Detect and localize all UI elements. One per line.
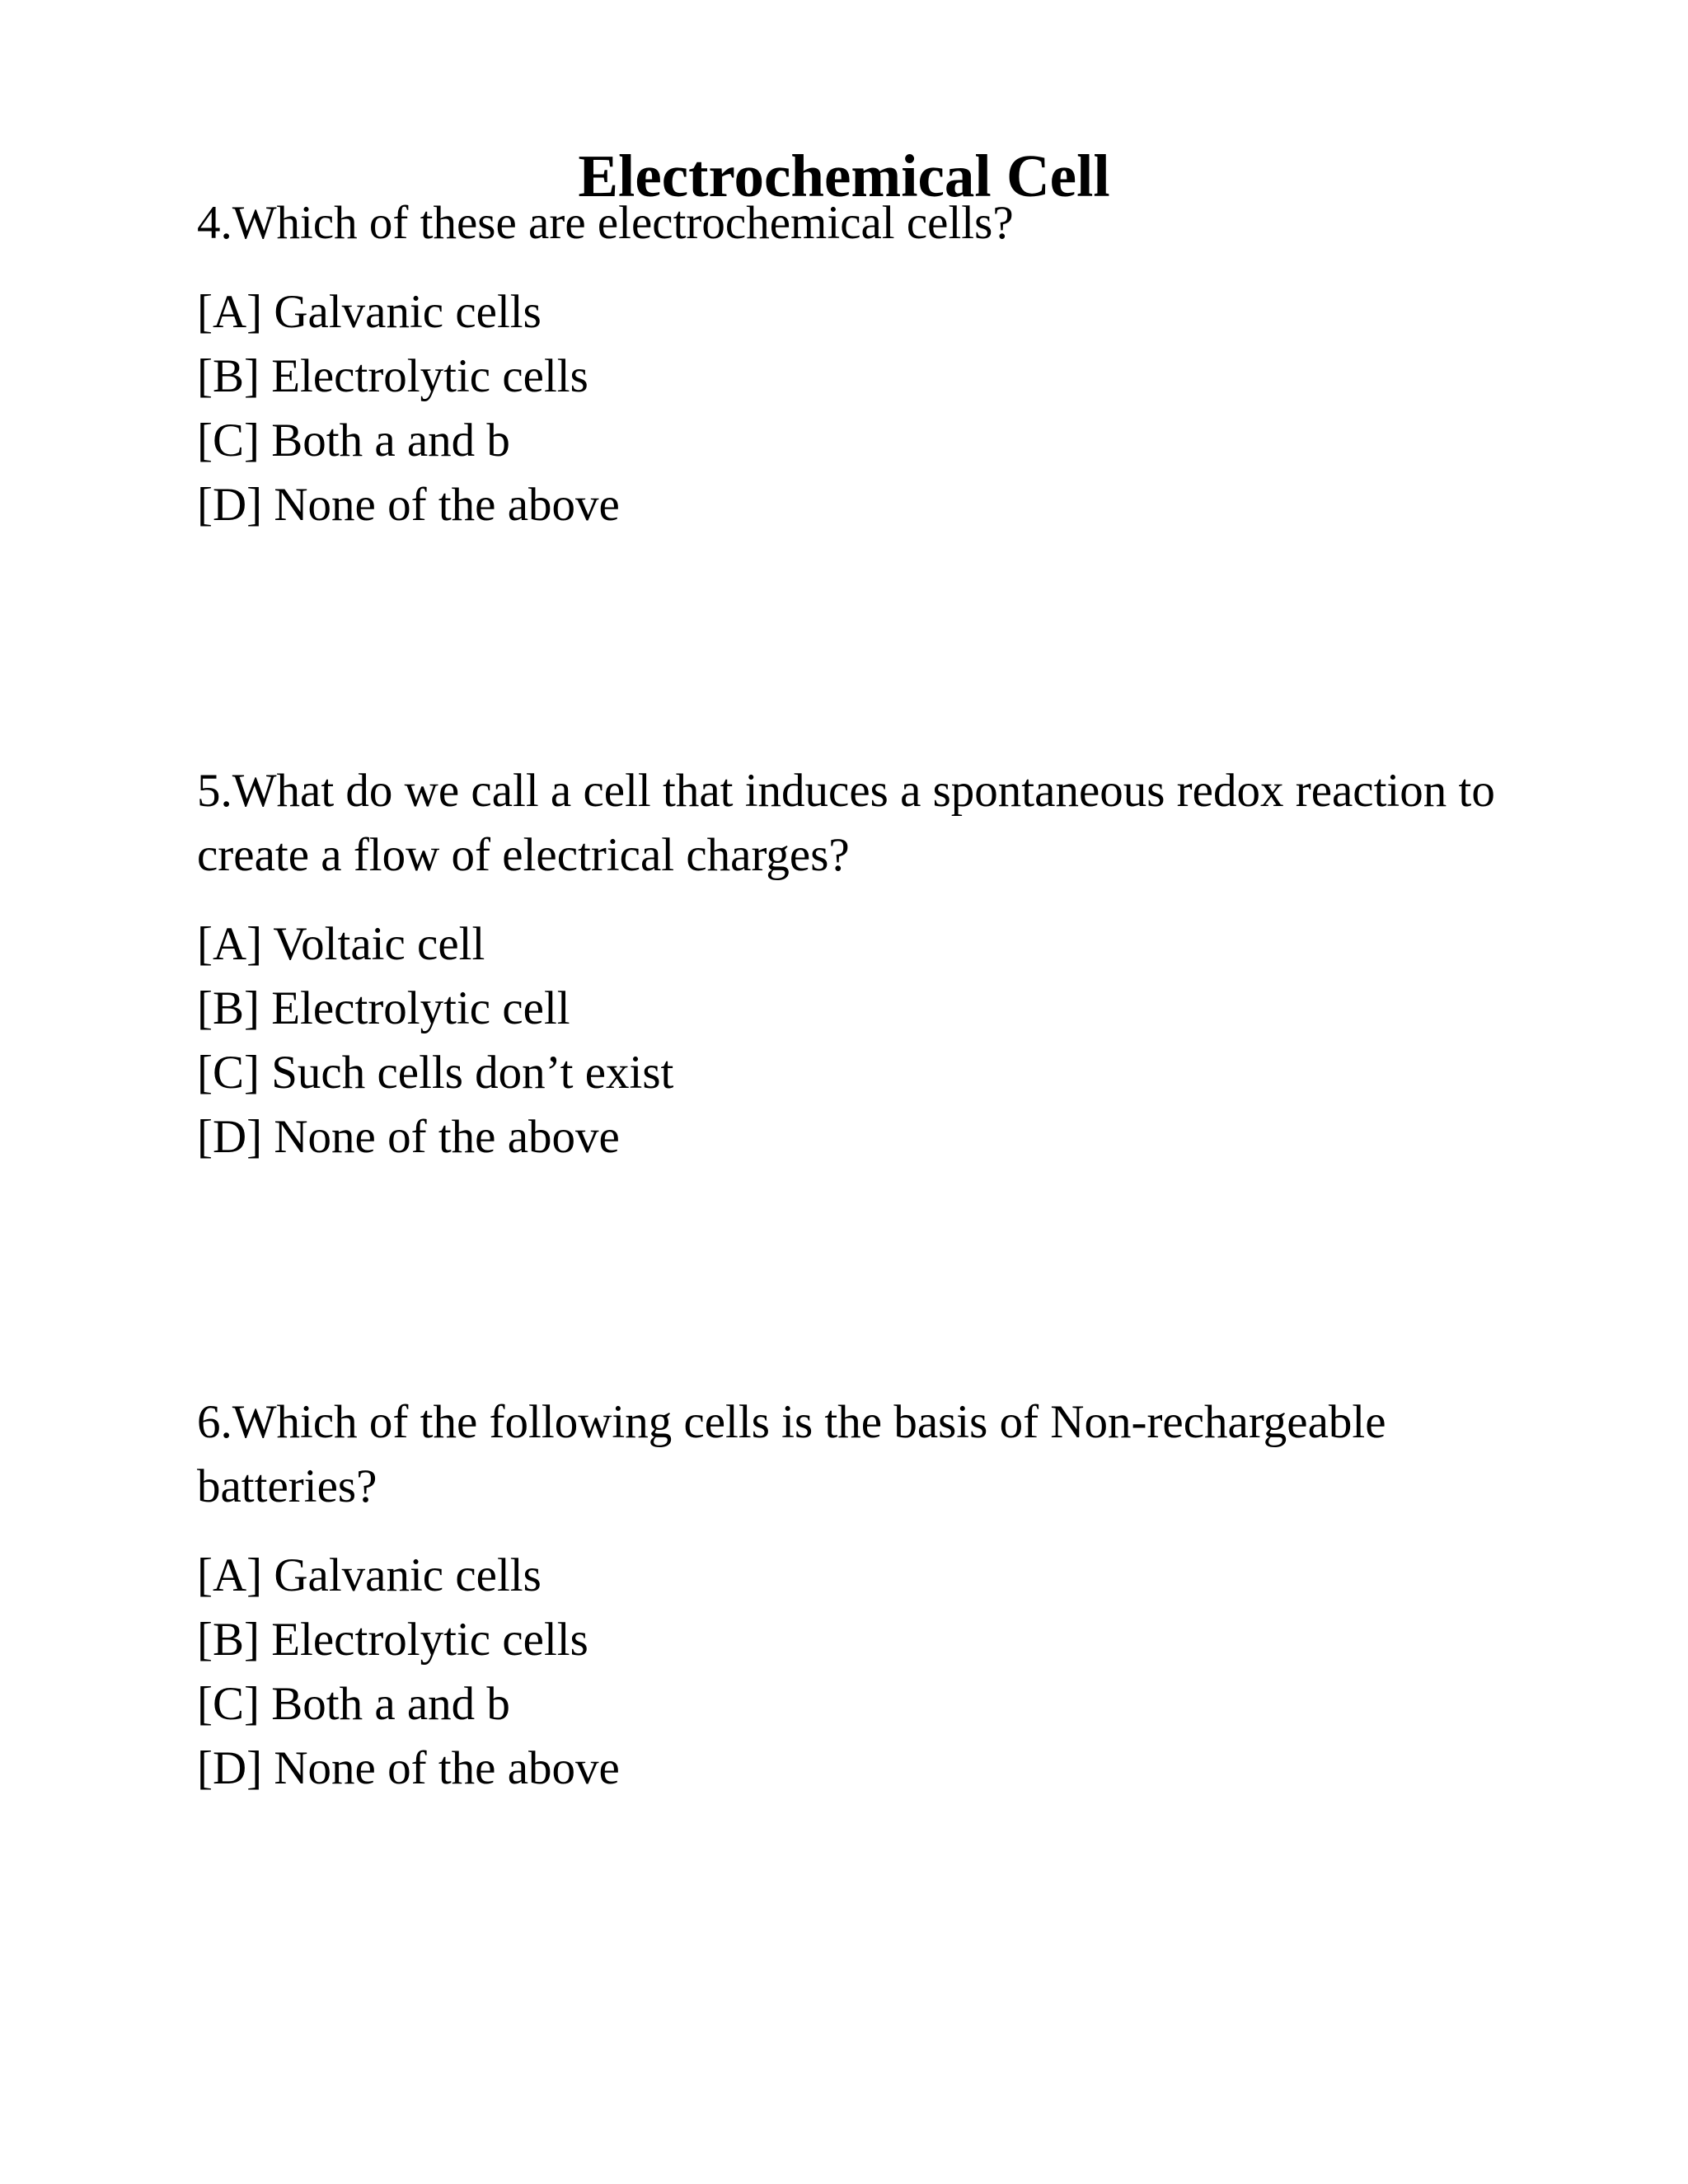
option-c: [C] Both a and b xyxy=(197,415,510,466)
option-c: [C] Such cells don’t exist xyxy=(197,1047,674,1099)
option-d: [D] None of the above xyxy=(197,1111,620,1163)
option-list xyxy=(197,1544,1549,1801)
option-b: [B] Electrolytic cells xyxy=(197,1614,588,1666)
option-d: [D] None of the above xyxy=(197,1742,620,1794)
option-d: [D] None of the above xyxy=(197,479,620,531)
question-6 xyxy=(197,1390,1549,1801)
page-title: Electrochemical Cell xyxy=(578,142,1110,209)
option-list xyxy=(197,912,1549,1169)
option-b: [B] Electrolytic cells xyxy=(197,350,588,402)
question-4 xyxy=(197,191,1549,537)
question-5 xyxy=(197,759,1549,1169)
question-text: 5.What do we call a cell that induces a spontaneous redox reaction to create a flow of electrical charges? xyxy=(197,765,1495,881)
option-list xyxy=(197,280,1549,537)
option-c: [C] Both a and b xyxy=(197,1678,510,1730)
option-b: [B] Electrolytic cell xyxy=(197,982,570,1034)
question-text: 6.Which of the following cells is the basis of Non-rechargeable batteries? xyxy=(197,1396,1386,1512)
question-text: 4.Which of these are electrochemical cells? xyxy=(197,197,1014,249)
option-a: [A] Galvanic cells xyxy=(197,286,542,338)
option-a: [A] Galvanic cells xyxy=(197,1549,542,1601)
option-a: [A] Voltaic cell xyxy=(197,918,485,970)
